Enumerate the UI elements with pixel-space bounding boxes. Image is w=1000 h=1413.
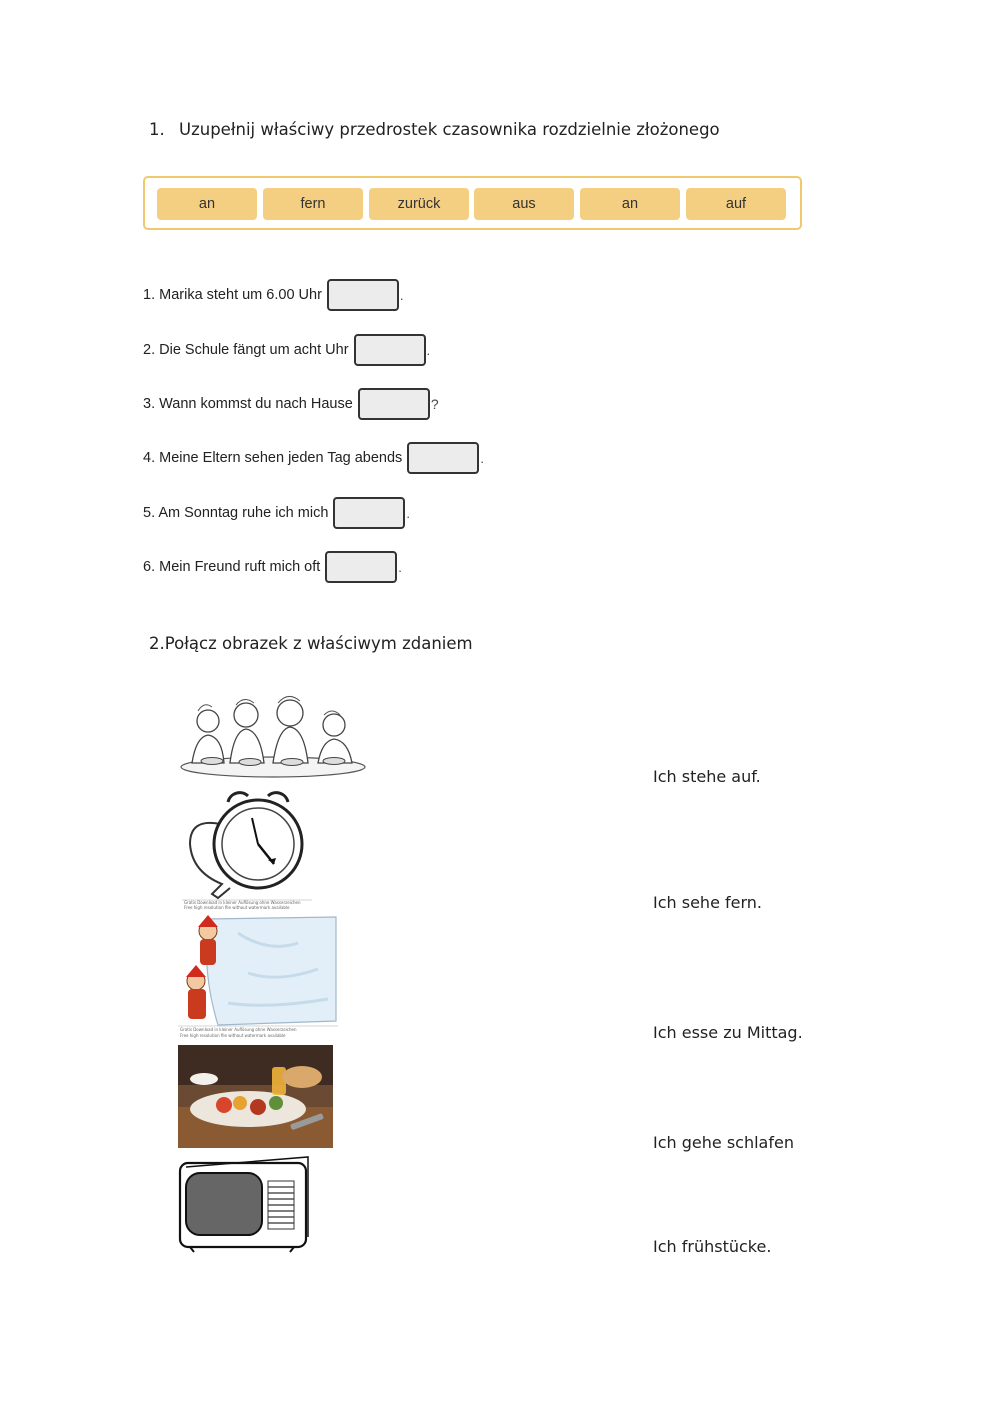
sentence-1-punct: . <box>399 287 404 303</box>
sentence-2-punct: . <box>426 342 431 358</box>
sentence-4 <box>143 441 484 475</box>
answer-slot-5[interactable] <box>333 497 405 529</box>
sentence-2 <box>143 333 430 367</box>
exercise-1-heading <box>149 120 720 139</box>
sentence-5-punct: . <box>406 505 411 521</box>
match-sentence-1[interactable]: Ich stehe auf. <box>653 767 761 786</box>
sentence-5-text: 5. Am Sonntag ruhe ich mich <box>143 505 329 521</box>
word-bank <box>143 176 802 230</box>
match-sentence-4[interactable]: Ich gehe schlafen <box>653 1133 794 1152</box>
word-chip-fern[interactable]: fern <box>263 188 363 220</box>
sentence-6-punct: . <box>398 559 402 575</box>
sentence-1 <box>143 278 404 312</box>
word-chip-an-2[interactable]: an <box>580 188 680 220</box>
answer-slot-1[interactable] <box>327 279 399 311</box>
sentence-3-text: 3. Wann kommst du nach Hause <box>143 396 353 412</box>
exercise-1-instruction: Uzupełnij właściwy przedrostek czasownika rozdzielnie złożonego <box>179 120 720 139</box>
sentence-1-text: 1. Marika steht um 6.00 Uhr <box>143 287 322 303</box>
svg-text:Free high resolution file with: Free high resolution file without watermark available <box>184 905 290 910</box>
answer-slot-3[interactable] <box>358 388 430 420</box>
match-sentence-3[interactable]: Ich esse zu Mittag. <box>653 1023 803 1042</box>
sentence-3 <box>143 387 439 421</box>
svg-text:Gratis Download in kleiner Auf: Gratis Download in kleiner Auflösung ohne Wasserzeichen <box>180 1027 297 1032</box>
sentence-4-text: 4. Meine Eltern sehen jeden Tag abends <box>143 450 403 466</box>
sentence-6 <box>143 550 402 584</box>
svg-text:Gratis Download in kleiner Auf: Gratis Download in kleiner Auflösung ohne Wasserzeichen <box>184 900 301 905</box>
exercise-1-number: 1. <box>149 120 165 139</box>
alarm-clock-icon[interactable] <box>182 788 312 910</box>
sentence-6-text: 6. Mein Freund ruft mich oft <box>143 559 321 575</box>
answer-slot-2[interactable] <box>354 334 426 366</box>
word-chip-zurueck[interactable]: zurück <box>369 188 469 220</box>
sentence-4-punct: . <box>480 450 484 466</box>
word-chip-aus[interactable]: aus <box>474 188 574 220</box>
word-chip-an[interactable]: an <box>157 188 257 220</box>
answer-slot-6[interactable] <box>325 551 397 583</box>
match-sentence-2[interactable]: Ich sehe fern. <box>653 893 762 912</box>
word-chip-auf[interactable]: auf <box>686 188 786 220</box>
sentence-2-text: 2. Die Schule fängt um acht Uhr <box>143 342 349 358</box>
match-sentence-5[interactable]: Ich frühstücke. <box>653 1237 772 1256</box>
answer-slot-4[interactable] <box>407 442 479 474</box>
family-eating-lunch-icon[interactable] <box>178 695 368 781</box>
breakfast-table-photo[interactable] <box>178 1045 333 1148</box>
exercise-2-heading: 2.Połącz obrazek z właściwym zdaniem <box>149 634 473 653</box>
svg-text:Free high resolution file with: Free high resolution file without watermark available <box>180 1033 286 1038</box>
television-icon[interactable] <box>176 1153 312 1253</box>
sentence-3-punct: ? <box>430 396 439 412</box>
child-sleeping-icon[interactable] <box>178 913 338 1039</box>
sentence-5 <box>143 496 410 530</box>
